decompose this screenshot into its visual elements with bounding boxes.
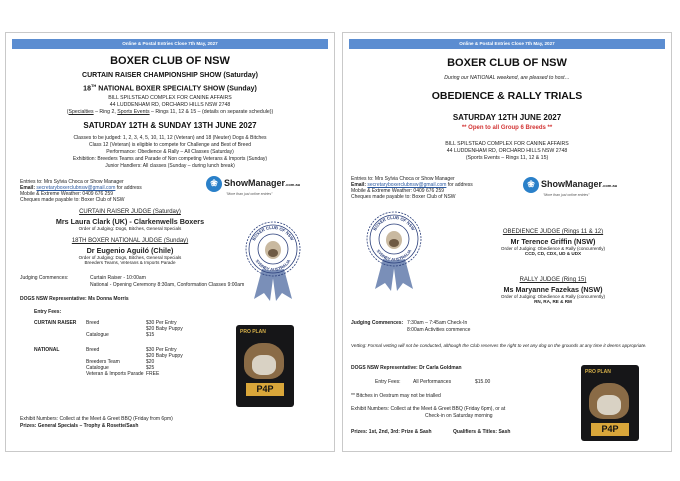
fee-item: Catalogue — [86, 365, 109, 371]
rally-order-2: RN, RA, RE & RM — [534, 299, 572, 305]
proplan-bag-image: PRO PLAN P4P — [236, 325, 294, 407]
qualifiers-line: Qualifiers & Titles: Sash — [453, 429, 511, 435]
fee-price: $20 — [146, 359, 155, 365]
showmanager-logo[interactable]: ❀ ShowManager.com.au "More than just online entries" — [206, 176, 300, 196]
fees-curtain-raiser-table — [86, 320, 206, 338]
showmanager-logo[interactable]: ❀ ShowManager.com.au "More than just online entries" — [523, 177, 617, 197]
judging-commences-label: Judging Commences: — [351, 320, 404, 326]
national-order-2: Breeders Teams, Veterans & Imports Parade — [84, 260, 176, 266]
judging-commences-1: Curtain Raiser - 10:00am — [90, 275, 146, 281]
svg-text:SYDNEY AUSTRALIA: SYDNEY AUSTRALIA — [254, 258, 292, 273]
venue-address: 44 LUDDENHAM RD, ORCHARD HILLS NSW 2748 — [446, 148, 568, 154]
fee-price: $20 Baby Puppy — [146, 353, 183, 359]
entry-fees-price: $15.00 — [475, 379, 491, 385]
dogs-nsw-rep: DOGS NSW Representative: Dr Carla Goldman — [351, 365, 462, 371]
exhibit-numbers: Exhibit Numbers: Collect at the Meet & Greet BBQ (Friday from 6pm) — [20, 416, 173, 422]
fees-curtain-raiser-label: CURTAIN RAISER — [34, 320, 77, 326]
cheques-line: Cheques made payable to: Boxer Club of NSW — [351, 194, 456, 200]
obedience-judge-name: Mr Terence Griffin (NSW) — [510, 236, 596, 246]
curtain-raiser-judge-name: Mrs Laura Clark (UK) - Clarkenwells Boxers — [55, 216, 205, 226]
rally-judge-block — [443, 277, 663, 305]
proplan-bag-image: PRO PLAN P4P — [581, 365, 639, 441]
entries-to: Entries to: Mrs Sylvia Choca or Show Manager — [351, 176, 455, 182]
svg-text:BOXER CLUB OF NSW: BOXER CLUB OF NSW — [372, 214, 416, 232]
obedience-judge-block — [443, 229, 663, 257]
venue-name: BILL SPILSTEAD COMPLEX FOR CANINE AFFAIRS — [445, 141, 569, 147]
national-judge-name: Dr Eugenio Aguiló (Chile) — [86, 245, 174, 255]
entry-fees-label: Entry Fees: — [375, 379, 401, 385]
performance-note: Performance: Obedience & Rally – All Classes (Saturday) — [106, 149, 234, 155]
entries-to: Entries to: Mrs Sylvia Choca or Show Manager — [20, 179, 124, 185]
cheques-line: Cheques made payable to: Boxer Club of NSW — [20, 197, 125, 203]
prizes-line: Prizes: 1st, 2nd, 3rd: Prize & Sash — [351, 429, 432, 435]
left-schedule-page — [5, 32, 335, 452]
fee-price: $30 Per Entry — [146, 347, 177, 353]
rally-judge-name: Ms Maryanne Fazekas (NSW) — [503, 284, 603, 294]
prizes-line: Prizes: General Specials – Trophy & Rosette/Sash — [20, 423, 139, 429]
fee-item: Catalogue — [86, 332, 109, 338]
email-line: Email: secretaryboxerclubnsw@gmail.com for address — [20, 185, 142, 191]
show-dates: SATURDAY 12TH & SUNDAY 13TH JUNE 2027 — [83, 121, 257, 130]
obedience-judge-title: OBEDIENCE JUDGE (Rings 11 & 12) — [502, 229, 604, 235]
venue-address: 44 LUDDENHAM RD, ORCHARD HILLS NSW 2748 — [109, 102, 231, 108]
judging-commences-2: 8:00am Activities commence — [407, 327, 471, 333]
obedience-order-1: Order of Judging: Obedience & Rally (concurrently) — [500, 245, 606, 251]
curtain-raiser-judge-block — [20, 209, 240, 231]
entry-fees-item: All Performances — [413, 379, 452, 385]
fee-item: Veteran & Imports Parade — [86, 371, 144, 377]
fees-national-table — [86, 347, 206, 377]
entry-fees-label: Entry Fees: — [34, 309, 62, 315]
fee-item: Breed — [86, 320, 100, 326]
vetting-note: Vetting: Formal vetting will not be conducted, although the Club reserves the right to vet any dog on the grounds at any time it deems appropriate. — [351, 343, 647, 348]
rally-judge-title: RALLY JUDGE (Ring 15) — [519, 277, 587, 283]
open-to-group-6: ** Open to all Group 6 Breeds ** — [461, 125, 553, 131]
hosting-note: During our NATIONAL weekend, are pleased to host… — [444, 75, 570, 81]
fees-national-label: NATIONAL — [34, 347, 60, 353]
club-rosette-seal — [361, 209, 427, 291]
national-order-1: Order of Judging: Dogs, Bitches, General Specials — [78, 254, 182, 260]
judging-commences-1: 7:30am – 7:45am Check-In — [407, 320, 468, 326]
right-schedule-page — [342, 32, 672, 452]
venue-rings: (Sports Events – Rings 11, 12 & 15) — [465, 155, 549, 161]
venue-name: BILL SPILSTEAD COMPLEX FOR CANINE AFFAIRS — [108, 95, 232, 101]
fee-price: FREE — [146, 371, 160, 377]
fee-item: Breed — [86, 347, 100, 353]
fee-price: $25 — [146, 365, 155, 371]
email-line: Email: secretaryboxerclubnsw@gmail.com for address — [351, 182, 473, 188]
oestrum-note: ** Bitches in Oestrum may not be trialled — [351, 393, 441, 399]
judging-commences-label: Judging Commences: — [20, 275, 69, 281]
judging-commences-2: National - Opening Ceremony 8:30am, Conformation Classes 9:00am — [90, 282, 245, 288]
closing-banner: Online & Postal Entries Close 7th May, 2027 — [349, 39, 665, 49]
trials-title: OBEDIENCE & RALLY TRIALS — [431, 90, 583, 102]
exhibit-numbers-2: Check-in on Saturday morning — [425, 413, 493, 419]
club-title: BOXER CLUB OF NSW — [110, 55, 230, 67]
curtain-raiser-order: Order of Judging: Dogs, Bitches, General Specials — [78, 225, 182, 231]
dogs-nsw-rep: DOGS NSW Representative: Ms Donna Morris — [20, 296, 129, 302]
mobile-line: Mobile & Extreme Weather: 0409 676 259 — [351, 188, 445, 194]
email-link[interactable]: secretaryboxerclubnsw@gmail.com — [36, 185, 116, 191]
club-title: BOXER CLUB OF NSW — [447, 57, 567, 69]
national-specialty-title: 18TH NATIONAL BOXER SPECIALTY SHOW (Sunday) — [83, 83, 257, 93]
curtain-raiser-show-title: CURTAIN RAISER CHAMPIONSHIP SHOW (Saturday) — [82, 72, 258, 79]
paw-icon: ❀ — [206, 176, 222, 192]
class12-note: Class 12 (Veteran) is eligible to compete for Challenge and Best of Breed — [88, 142, 252, 148]
fee-row — [86, 371, 206, 377]
curtain-raiser-judge-title: CURTAIN RAISER JUDGE (Saturday) — [79, 209, 181, 215]
club-rosette-seal — [240, 219, 306, 301]
rally-order-1: Order of Judging: Obedience & Rally (concurrently) — [500, 293, 606, 299]
fee-row — [86, 332, 206, 338]
national-judge-block — [20, 238, 240, 266]
fee-price: $15 — [146, 332, 155, 338]
obedience-order-2: CCD, CD, CDX, UD & UDX — [524, 251, 582, 257]
mobile-line: Mobile & Extreme Weather: 0409 676 259 — [20, 191, 114, 197]
email-link[interactable]: secretaryboxerclubnsw@gmail.com — [367, 182, 447, 188]
exhibition-note: Exhibition: Breeders Teams and Parade of Non competing Veterans & Imports (Sunday) — [72, 156, 268, 162]
national-judge-title: 18TH BOXER NATIONAL JUDGE (Sunday) — [71, 238, 189, 244]
exhibit-numbers-1: Exhibit Numbers: Collect at the Meet & Greet BBQ (Friday 6pm), or at — [351, 406, 506, 412]
paw-icon: ❀ — [523, 177, 539, 193]
classes-judged: Classes to be judged: 1, 2, 3, 4, 5, 10, 11, 12 (Veteran) and 18 (Neuter) Dogs & Bitches — [73, 135, 267, 141]
closing-banner: Online & Postal Entries Close 7th May, 2027 — [12, 39, 328, 49]
fee-item: Breeders Team — [86, 359, 120, 365]
trial-date: SATURDAY 12TH JUNE 2027 — [452, 113, 562, 122]
rings-info: (Specialties – Ring 2, Sports Events – Rings 11, 12 & 15 – (details on separate schedule)) — [66, 109, 274, 115]
svg-text:BOXER CLUB OF NSW: BOXER CLUB OF NSW — [251, 224, 295, 242]
fee-price: $20 Baby Puppy — [146, 326, 183, 332]
svg-text:SYDNEY AUSTRALIA: SYDNEY AUSTRALIA — [375, 248, 413, 263]
fee-price: $30 Per Entry — [146, 320, 177, 326]
junior-handlers-note: Junior Handlers: All classes (Sunday – during lunch break) — [105, 163, 235, 169]
